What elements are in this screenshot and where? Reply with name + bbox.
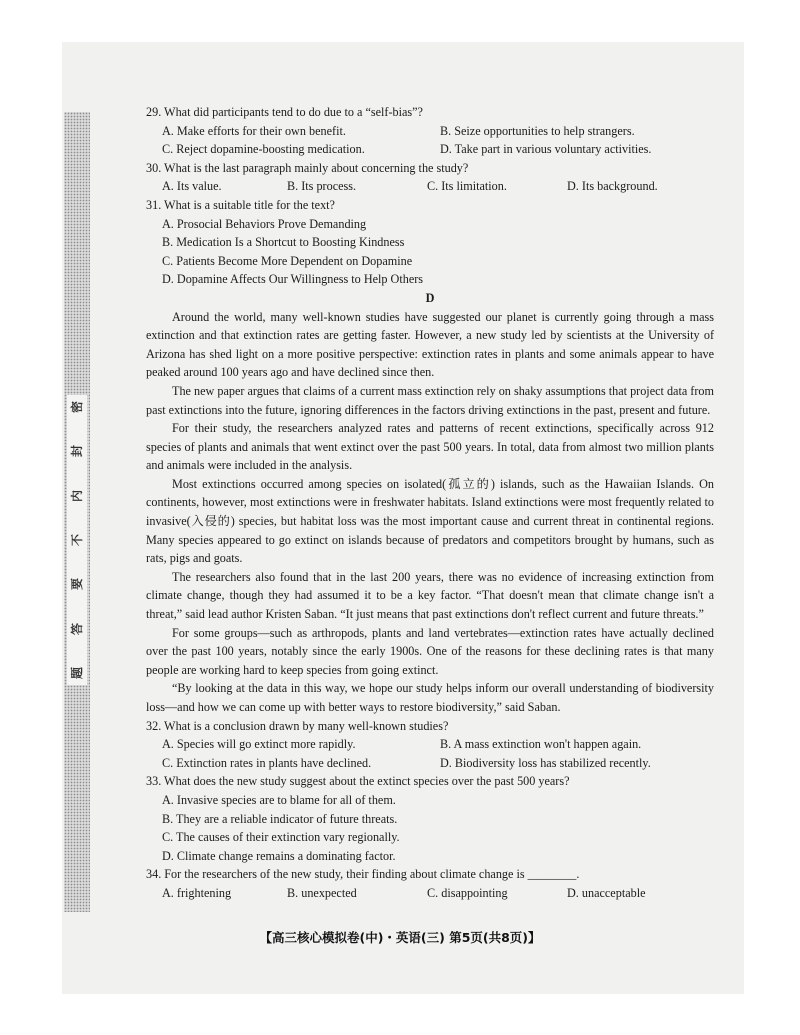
seal-char: 封 [69,445,84,458]
question-30-options [146,177,714,196]
option: D. Biodiversity loss has stabilized recently. [440,755,651,770]
option: C. disappointing [427,885,508,900]
seal-char: 内 [69,489,84,502]
section-heading: D [425,290,435,305]
option: A. Prosocial Behaviors Prove Demanding [162,216,367,231]
option: C. Extinction rates in plants have declined. [162,755,372,770]
passage-paragraph: The new paper argues that claims of a current mass extinction rely on shaky assumptions that project data from past extinctions into the future, ignoring differences in the factors driving extinctions in the past, present and future. [146,383,714,417]
passage-paragraph: Most extinctions occurred among species on isolated(孤立的) islands, such as the Hawaiian Islands. On continents, however, most extinctions were in freshwater habitats. Island extinctions were most frequently related to invasive(入侵的) species, but habitat loss was the most important cause and current threat in continental regions. Many species appeared to go extinct on islands because of predators and competitors brought by humans, such as rats, pigs and goats. [146,476,714,566]
option: B. Seize opportunities to help strangers. [440,123,635,138]
question-34-options [146,884,714,903]
passage-paragraph: For some groups—such as arthropods, plants and land vertebrates—extinction rates have actually declined over the past 100 years, notably since the early 1900s. One of the reasons for these declining rates is that many people are working hard to keep species from going extinct. [146,625,714,677]
seal-char: 答 [69,622,84,635]
option: B. Medication Is a Shortcut to Boosting Kindness [162,235,405,250]
question-31-stem: 31. What is a suitable title for the text? [146,197,335,212]
question-33-stem: 33. What does the new study suggest about the extinct species over the past 500 years? [146,774,570,789]
passage-paragraph: For their study, the researchers analyzed rates and patterns of recent extinctions, specifically across 912 species of plants and animals that went extinct over the past 500 years. In total, data from almost two million plants and animals were included in the analysis. [146,421,714,473]
question-29-stem: 29. What did participants tend to do due to a “self-bias”? [146,105,423,119]
option: C. The causes of their extinction vary regionally. [162,830,400,845]
option: D. Its background. [567,179,658,194]
option: C. Patients Become More Dependent on Dopamine [162,253,413,268]
question-30-stem: 30. What is the last paragraph mainly about concerning the study? [146,160,469,175]
page-content [146,103,714,903]
passage-paragraph: The researchers also found that in the last 200 years, there was no evidence of increasing extinction from climate change, though they had assumed it to be a key factor. “That doesn't mean that climate change isn't a threat,” said lead author Kristen Saban. “It just means that past extinctions don't reflect current and future threats.” [146,569,714,622]
question-29-options [146,122,714,159]
passage-paragraph: “By looking at the data in this way, we hope our study helps inform our overall understanding of biodiversity loss—and how we can come up with better ways to restore biodiversity,” said Saban. [146,681,714,714]
option: B. A mass extinction won't happen again. [440,737,642,752]
option: D. Climate change remains a dominating factor. [162,848,396,863]
option: A. Species will go extinct more rapidly. [162,737,356,752]
option: A. Its value. [162,179,222,194]
option: D. unacceptable [567,885,646,900]
option: B. unexpected [287,885,357,900]
option: A. Make efforts for their own benefit. [162,123,346,138]
option: B. Its process. [287,179,357,194]
question-32-options [146,735,714,772]
page-footer: 【高三核心模拟卷(中)・英语(三) 第5页(共8页)】 [259,930,541,945]
margin-seal-notice [67,395,87,685]
seal-char: 要 [69,578,84,591]
option: D. Take part in various voluntary activities. [440,142,652,157]
seal-char: 题 [69,666,84,679]
seal-char: 密 [69,400,84,414]
option: A. Invasive species are to blame for all of them. [162,792,396,807]
option: A. frightening [162,885,232,900]
seal-char: 不 [69,533,84,546]
passage-paragraph: Around the world, many well-known studies have suggested our planet is currently going through a mass extinction and that extinction rates are getting faster. However, a new study led by scientists at the University of Arizona has shed light on a more positive perspective: extinction rates in plants and some animals appear to have peaked around 100 years ago and have declined since then. [146,309,714,380]
option: C. Its limitation. [427,179,507,194]
option: B. They are a reliable indicator of future threats. [162,811,398,826]
question-34-stem: 34. For the researchers of the new study, their finding about climate change is ________. [146,867,580,882]
question-32-stem: 32. What is a conclusion drawn by many well-known studies? [146,718,449,733]
option: D. Dopamine Affects Our Willingness to Help Others [162,272,424,287]
option: C. Reject dopamine-boosting medication. [162,142,365,157]
